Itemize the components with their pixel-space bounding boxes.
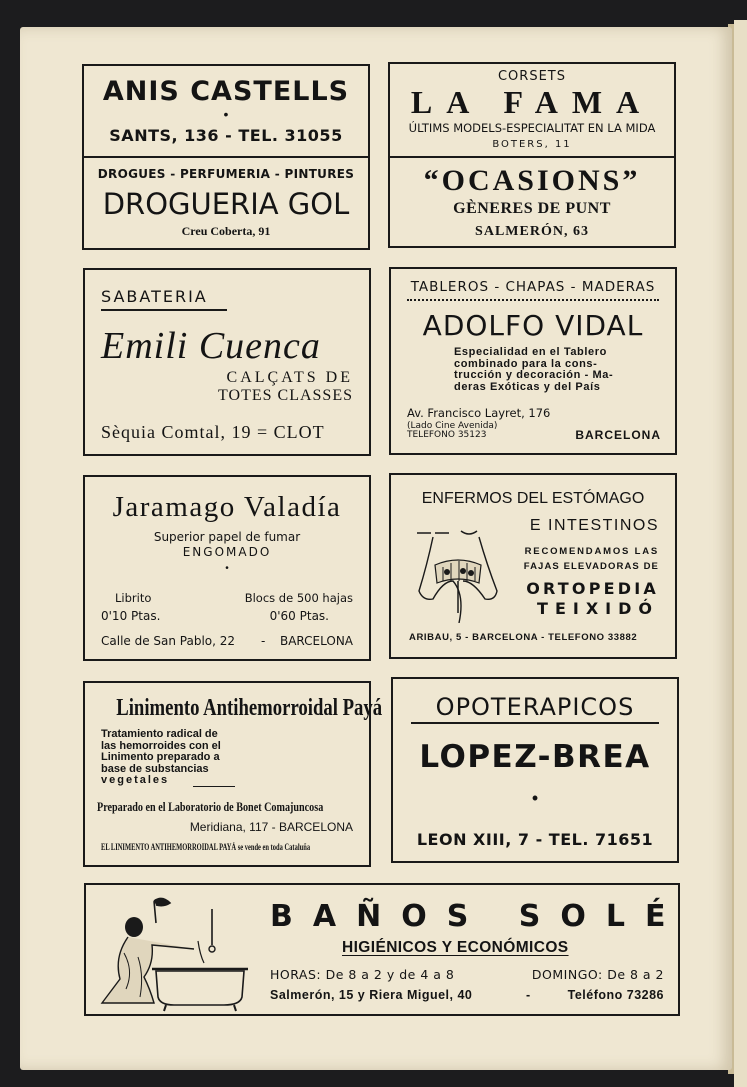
- ad-banos-sole: [84, 883, 686, 1016]
- jaramago-item1: Librito: [115, 591, 152, 605]
- jaramago-address: Calle de San Pablo, 22: [101, 634, 236, 648]
- ortopedia-address: ARIBAU, 5 - BARCELONA - TELEFONO 33882: [409, 632, 638, 643]
- banos-phone: Teléfono 73286: [567, 988, 664, 1002]
- drogueria-gol-tagline: DROGUES - PERFUMERIA - PINTURES: [97, 167, 355, 181]
- ad-ortopedia-teixido: [389, 473, 677, 659]
- paya-desc-line: las hemorroides con el: [101, 739, 221, 752]
- la-fama-title: LA FAMA: [410, 84, 654, 120]
- jaramago-line1: Superior papel de fumar: [153, 530, 301, 544]
- jaramago-line2: ENGOMADO: [182, 545, 272, 559]
- lopez-top: OPOTERAPICOS: [435, 693, 635, 721]
- jaramago-bullet: •: [225, 563, 229, 574]
- sabateria-underline: [101, 309, 227, 311]
- sabateria-line2: TOTES CLASSES: [218, 387, 353, 404]
- ad-jaramago-valadia: [83, 475, 371, 661]
- paya-desc-line: base de substancias: [101, 762, 209, 775]
- vidal-name: ADOLFO VIDAL: [422, 309, 644, 342]
- lopez-address: LEON XIII, 7 - TEL. 71651: [416, 830, 654, 849]
- ad-linimento-paya: [83, 681, 383, 867]
- banos-hours: HORAS: De 8 a 2 y de 4 a 8: [270, 967, 455, 982]
- vidal-desc-line: combinado para la cons-: [454, 357, 598, 370]
- paya-desc: [101, 729, 221, 787]
- bathing-woman-illustration-icon: [94, 893, 250, 1013]
- banos-dash: -: [526, 988, 531, 1002]
- vidal-dotted-line: [407, 299, 659, 301]
- vidal-city: BARCELONA: [575, 428, 661, 442]
- paya-note: EL LINIMENTO ANTIHEMORROIDAL PAYÁ se vende en toda Cataluña: [101, 842, 311, 852]
- jaramago-city: BARCELONA: [279, 634, 353, 648]
- vidal-address: Av. Francisco Layret, 176: [407, 406, 551, 420]
- divider: [390, 156, 674, 158]
- ad-la-fama-ocasions: [388, 62, 676, 248]
- paya-desc-line: Linimento preparado a: [101, 751, 220, 763]
- vidal-top: TABLEROS - CHAPAS - MADERAS: [410, 279, 656, 295]
- vidal-desc: [454, 347, 613, 393]
- lopez-name: LOPEZ-BREA: [419, 739, 651, 775]
- banos-sunday: DOMINGO: De 8 a 2: [531, 967, 664, 982]
- divider: [84, 156, 368, 158]
- la-fama-top: CORSETS: [497, 69, 566, 84]
- ocasions-title: “OCASIONS”: [423, 164, 641, 197]
- sabateria-line1: CALÇATS DE: [226, 369, 353, 386]
- drogueria-gol-address: Creu Coberta, 91: [181, 224, 271, 238]
- jaramago-price2: 0'60 Ptas.: [269, 609, 329, 623]
- lopez-underline: [411, 722, 659, 724]
- ortopedia-name1: ORTOPEDIA: [526, 579, 659, 598]
- jaramago-name: Jaramago Valadía: [112, 491, 342, 523]
- sabateria-address: Sèquia Comtal, 19 = CLOT: [101, 422, 325, 442]
- ortopedia-line1: ENFERMOS DEL ESTÓMAGO: [421, 490, 645, 507]
- ortopedia-name2: TEIXIDÓ: [537, 599, 659, 618]
- paya-lab: Preparado en el Laboratorio de Bonet Comajuncosa: [97, 799, 324, 814]
- ad-adolfo-vidal: [389, 267, 677, 455]
- jaramago-item2: Blocs de 500 hajas: [244, 591, 353, 605]
- la-fama-address: BOTERS, 11: [492, 139, 572, 150]
- ad-anis-castells-droguer-gol: [82, 64, 370, 250]
- banos-tagline: HIGIÉNICOS Y ECONÓMICOS: [342, 939, 569, 956]
- paya-desc-line: Tratamiento radical de: [101, 728, 218, 740]
- drogueria-gol-title: DROGUERIA GOL: [102, 187, 350, 221]
- jaramago-dash: -: [261, 634, 266, 648]
- ortopedia-line2: E INTESTINOS: [529, 517, 659, 534]
- vidal-desc-line: deras Exóticas y del País: [454, 380, 601, 393]
- paya-rule: [193, 786, 235, 787]
- paya-name: Linimento Antihemorroidal Payá: [116, 695, 383, 721]
- vidal-desc-line: Especialidad en el Tablero: [454, 346, 607, 358]
- jaramago-price1: 0'10 Ptas.: [101, 609, 161, 623]
- sabateria-name: Emili Cuenca: [101, 325, 321, 367]
- banos-name: BAÑOS SOLÉ: [270, 899, 686, 934]
- anis-bullet: •: [223, 106, 229, 122]
- ortopedia-line3: RECOMENDAMOS LAS: [524, 546, 659, 557]
- ad-sabateria: [83, 268, 371, 456]
- book-spine: [734, 20, 747, 1087]
- sabateria-top: SABATERIA: [101, 287, 208, 306]
- vidal-note: (Lado Cine Avenida): [407, 421, 498, 431]
- banos-address: Salmerón, 15 y Riera Miguel, 40: [270, 988, 473, 1002]
- lopez-bullet: •: [531, 788, 539, 808]
- paya-address: Meridiana, 117 - BARCELONA: [189, 820, 353, 834]
- ad-lopez-brea: [391, 677, 679, 863]
- paya-desc-line: vegetales: [101, 774, 170, 786]
- ortopedia-line4: FAJAS ELEVADORAS DE: [523, 561, 659, 572]
- vidal-desc-line: trucción y decoración - Ma-: [454, 369, 614, 381]
- anis-castells-title: ANIS CASTELLS: [102, 76, 350, 107]
- ocasions-address: SALMERÓN, 63: [475, 224, 589, 239]
- anis-castells-address: SANTS, 136 - TEL. 31055: [109, 126, 343, 145]
- la-fama-tagline: ÚLTIMS MODELS-ESPECIALITAT EN LA MIDA: [408, 121, 656, 135]
- vidal-phone: TELEFONO 35123: [407, 430, 487, 440]
- ocasions-tagline: GÈNERES DE PUNT: [453, 200, 611, 217]
- corset-illustration-icon: [413, 525, 503, 623]
